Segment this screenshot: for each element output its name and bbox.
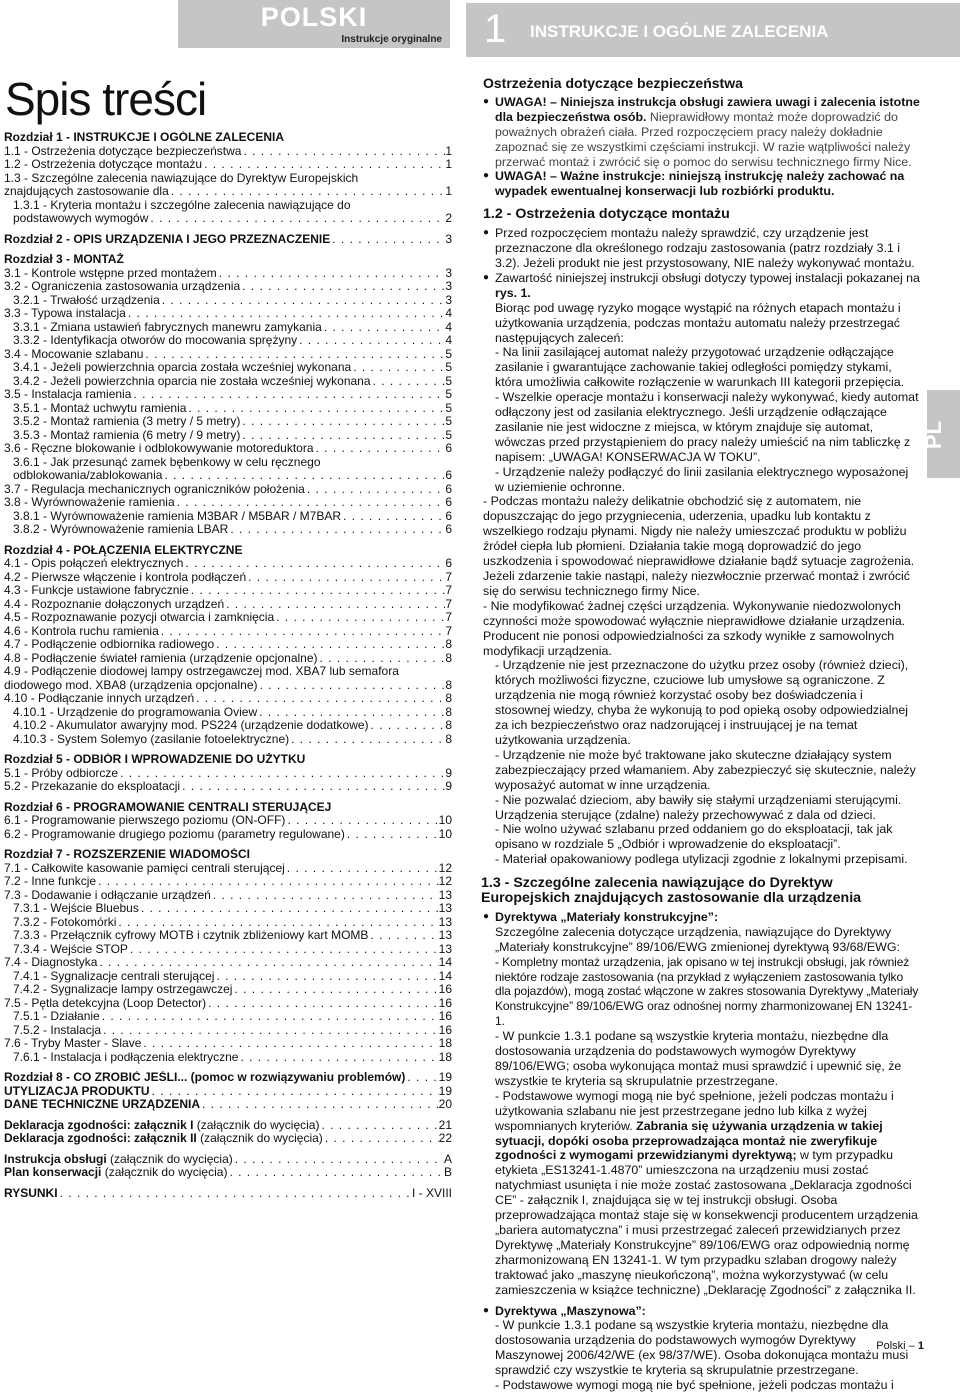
toc-entry[interactable]: 3.4.2 - Jeżeli powierzchnia oparcia nie została wcześniej wykonana . . . 5 [4,375,452,389]
toc-entry[interactable]: 7.3.2 - Fotokomórki . . . 13 [4,916,452,930]
toc-entry[interactable]: odblokowania/zablokowania . . . 6 [4,469,452,483]
toc-entry[interactable]: 3.4 - Mocowanie szlabanu . . . 5 [4,348,452,362]
paragraph: - Urządzenie nie może być traktowane jako skuteczne działający system zabezpieczający przed włamaniem. Aby zabezpieczyć się skutecznie, należy wyposażyć automat w inne urządzenia. [495,747,916,792]
bullet: ● Zawartość niniejszej instrukcji obsługi dotyczy typowej instalacji pokazanej na rys. 1. [483,271,920,301]
page-number: 1 [917,1340,924,1352]
toc-entry[interactable]: Plan konserwacji (załącznik do wycięcia) . . . B [4,1166,452,1180]
toc-entry[interactable]: 3.7 - Regulacja mechanicznych ograniczników położenia . . . 6 [4,483,452,497]
toc-entry[interactable]: 3.5.3 - Montaż ramienia (6 metry / 9 metry) . . . 5 [4,429,452,443]
language-tab [178,0,450,48]
section-heading: Ostrzeżenia dotyczące bezpieczeństwa [483,75,743,91]
toc-entry[interactable]: Rozdział 8 - CO ZROBIĆ JEŚLI... (pomoc w rozwiązywaniu problemów) . . . 19 [4,1071,452,1085]
toc-entry[interactable]: 4.10.2 - Akumulator awaryjny mod. PS224 (urządzenie dodatkowe) . . . 8 [4,719,452,733]
bullet: ● Przed rozpoczęciem montażu należy sprawdzić, czy urządzenie jest przeznaczone dla określonego rodzaju zastosowania (patrz rozdziały 3.1 i 3.2). Jeżeli produkt nie jest przystosowany, NIE należy wykonywać montażu. [483,226,920,271]
toc-entry[interactable]: 6.1 - Programowanie pierwszego poziomu (ON-OFF) . . . 10 [4,814,452,828]
toc-entry[interactable]: 3.6 - Ręczne blokowanie i odblokowywanie motoreduktora . . . 6 [4,442,452,456]
toc-entry[interactable]: 5.2 - Przekazanie do eksploatacji . . . 9 [4,780,452,794]
toc-entry[interactable]: 7.1 - Całkowite kasowanie pamięci centrali sterującej . . . 12 [4,862,452,876]
paragraph: - Podczas montażu należy delikatnie obchodzić się z automatem, nie dopuszczając do jego przygniecenia, uderzenia, upadku lub kontaktu z wszelkiego rodzaju płynami. Nigdy nie należy umieszczać produktu w pobliżu źródeł ciepła lub płomieni. Działania takie mogą doprowadzić do jego uszkodzenia i spowodować nieprawidłowe działanie bądź sytuacje zagrożenia. Jeżeli zdarzenie takie nastąpi, należy niezwłocznie przerwać montaż i zwrócić się do serwisu technicznego firmy Nice. [483,494,915,598]
toc-entry[interactable]: 3.5.1 - Montaż uchwytu ramienia . . . 5 [4,402,452,416]
paragraph: - Materiał opakowaniowy podlega utylizacji zgodnie z lokalnymi przepisami. [495,852,908,867]
toc-entry[interactable]: 7.4.2 - Sygnalizacje lampy ostrzegawczej . . . 16 [4,983,452,997]
side-language-tab [921,390,960,478]
toc-entry[interactable]: 4.10.3 - System Solemyo (zasilanie fotoelektryczne) . . . 8 [4,733,452,747]
toc-entry[interactable]: diodowego mod. XBA8 (urządzenia opcjonalne) . . . 8 [4,679,452,693]
warning-bullet: ● UWAGA! – Niniejsza instrukcja obsługi zawiera uwagi i zalecenia istotne dla bezpieczeństwa osób. Nieprawidłowy montaż może doprowadzić do poważnych obrażeń ciała. Przed rozpoczęciem pracy należy dokładnie zapoznać się ze wszystkimi częściami instrukcji. W razie wątpliwości należy przerwać montaż i zwrócić się o pomoc do serwisu technicznego firmy Nice. [483,95,920,170]
toc-entry[interactable]: Deklaracja zgodności: załącznik II (załącznik do wycięcia) . . . 22 [4,1132,452,1146]
toc-entry[interactable]: 4.10.1 - Urządzenie do programowania Oview . . . 8 [4,706,452,720]
toc-entry[interactable]: UTYLIZACJA PRODUKTU . . . 19 [4,1085,452,1099]
paragraph: - Na linii zasilającej automat należy przygotować urządzenie odłączające zasilanie i gwarantujące zachowanie takiej odległości pomiędzy stykami, która umożliwia całkowite rozłączenie w warunkach III kategorii przepięcia. [495,345,905,390]
toc-entry[interactable]: 3.6.1 - Jak przesunąć zamek bębenkowy w celu ręcznego [13,455,321,469]
toc-entry[interactable]: Rozdział 2 - OPIS URZĄDZENIA I JEGO PRZEZNACZENIE . . . 3 [4,233,452,247]
toc-entry[interactable]: 7.4 - Diagnostyka . . . 14 [4,956,452,970]
warning-bullet: ● UWAGA! – Ważne instrukcje: niniejszą instrukcję należy zachować na wypadek ewentualnej konserwacji lub rozbiórki produktu. [483,169,920,199]
toc-entry[interactable]: Rozdział 6 - PROGRAMOWANIE CENTRALI STERUJĄCEJ [4,800,332,814]
toc-entry[interactable]: 3.5 - Instalacja ramienia . . . 5 [4,388,452,402]
toc-entry[interactable]: znajdujących zastosowanie dla . . . 1 [4,185,452,199]
toc-entry[interactable]: 7.3.1 - Wejście Bluebus . . . 13 [4,902,452,916]
paragraph: - Urządzenie nie jest przeznaczone do użytku przez osoby (również dzieci), których możliwości fizyczne, czuciowe lub umysłowe są ograniczone. Z urządzenia nie mogą również korzystać osoby bez doświadczenia i stosownej wiedzy, chyba że wykonują to pod opieką osoby odpowiedzialnej za ich bezpieczeństwo oraz nadzorującej i instruującej je na temat użytkowania urządzenia. [495,658,909,747]
toc-entry[interactable]: 3.2 - Ograniczenia zastosowania urządzenia . . . 3 [4,280,452,294]
toc-entry[interactable]: 1.3.1 - Kryteria montażu i szczególne zalecenia nawiązujące do [13,198,351,212]
paragraph: - Podstawowe wymogi mogą nie być spełnione, jeżeli podczas montażu i użytkowania szlabanu nie jest przestrzegane jedno lub kilka z wyżej wspomnianych kryteriów. Zabrania się używania urządzenia w takiej sytuacji, dopóki osoba przeprowadzająca montaż nie zweryfikuje zgodności z wymogami przewidzianymi dyrektywą; w tym przypadku etykieta „ES13241-1.4870” umieszczona na urządzeniu musi zostać natychmiast usunięta i nie może zostać zastosowana „Deklaracja zgodności CE” - załącznik I, znajdująca się w tej instrukcji obsługi. Osoba przeprowadzająca montaż staje się w konsekwencji producentem urządzenia „bariera automatyczna” i musi przestrzegać zaleceń przewidzianych przez Dyrektywę „Materiały Konstrukcyjne” 89/106/EWG oraz odpowiednią normę zharmonizowaną EN 13241-1. W tym przypadku szlaban drogowy należy traktować jako „maszynę nieukończoną”, można wykorzystywać (w celu zamieszczenia w książce techniczne) „Deklarację Zgodności” z załącznika II. [495,1088,918,1297]
paragraph: - Nie pozwalać dzieciom, aby bawiły się stałymi urządzeniami sterującymi. Urządzenia sterujące (zdalne) należy przechowywać z dala od dzieci. [495,792,902,822]
toc-entry[interactable]: 1.2 - Ostrzeżenia dotyczące montażu . . . 1 [4,158,452,172]
toc-entry[interactable]: 4.8 - Podłączenie świateł ramienia (urządzenie opcjonalne) . . . 8 [4,652,452,666]
toc-entry[interactable]: 6.2 - Programowanie drugiego poziomu (parametry regulowane) . . . 10 [4,828,452,842]
toc-entry[interactable]: 1.1 - Ostrzeżenia dotyczące bezpieczeństwa . . . 1 [4,145,452,159]
toc-entry[interactable]: 4.7 - Podłączenie odbiornika radiowego . . . 8 [4,638,452,652]
toc-entry[interactable]: 7.6.1 - Instalacja i podłączenia elektryczne . . . 18 [4,1051,452,1065]
toc-entry[interactable]: 3.3.1 - Zmiana ustawień fabrycznych manewru zamykania . . . 4 [4,321,452,335]
toc-entry[interactable]: 4.4 - Rozpoznanie dołączonych urządzeń . . . 7 [4,598,452,612]
chapter-title: INSTRUKCJE I OGÓLNE ZALECENIA [530,22,829,41]
page-footer [876,1340,924,1352]
paragraph: - Kompletny montaż urządzenia, jak opisano w tej instrukcji obsługi, jak również niektóre rodzaje zastosowania (na przykład z wyłączeniem zastosowania tylko dla pojazdów), mogą zostać włączone w zakres stosowania Dyrektywy „Materiały Konstrukcyjne” 89/106/EWG oraz odnośnej normy zharmonizowanej EN 13241-1. [495,954,919,1029]
toc-entry[interactable]: DANE TECHNICZNE URZĄDZENIA . . . 20 [4,1098,452,1112]
toc-entry[interactable]: 7.4.1 - Sygnalizacje centrali sterującej . . . 14 [4,970,452,984]
section-heading: 1.2 - Ostrzeżenia dotyczące montażu [483,206,730,223]
toc-entry[interactable]: 7.5.1 - Działanie . . . 16 [4,1010,452,1024]
paragraph: Biorąc pod uwagę ryzyko mogące wystąpić na różnych etapach montażu i użytkowania urządzenia, podczas montażu automatu należy przestrzegać następujących zaleceń: [495,300,901,345]
toc-title: Spis treści [5,73,207,125]
toc-entry[interactable]: 1.3 - Szczególne zalecenia nawiązujące do Dyrektyw Europejskich [4,171,359,185]
directive-title: ● Dyrektywa „Maszynowa”: [483,1304,920,1319]
toc-entry[interactable]: Rozdział 4 - POŁĄCZENIA ELEKTRYCZNE [4,543,243,557]
toc-entry[interactable]: 3.8.2 - Wyrównoważenie ramienia LBAR . . . 6 [4,523,452,537]
toc-entry[interactable]: 4.10 - Podłączanie innych urządzeń . . . 8 [4,692,452,706]
toc-entry[interactable]: 3.1 - Kontrole wstępne przed montażem . . . 3 [4,267,452,281]
toc-entry[interactable]: 4.9 - Podłączenie diodowej lampy ostrzegawczej mod. XBA7 lub semafora [4,665,399,678]
toc-entry[interactable]: Rozdział 1 - INSTRUKCJE I OGÓLNE ZALECENIA [4,131,285,144]
toc-entry[interactable]: Deklaracja zgodności: załącznik I (załącznik do wycięcia) . . . 21 [4,1119,452,1133]
toc-entry[interactable]: Instrukcja obsługi (załącznik do wycięcia) . . . A [4,1153,452,1167]
toc-entry[interactable]: 7.3.4 - Wejście STOP . . . 13 [4,943,452,957]
toc-entry[interactable]: 3.2.1 - Trwałość urządzenia . . . 3 [4,294,452,308]
chapter-number: 1 [484,7,507,51]
language-label: POLSKI [260,2,368,32]
toc-entry[interactable]: Rozdział 7 - ROZSZERZENIE WIADOMOŚCI [4,848,251,861]
toc-entry[interactable]: 4.5 - Rozpoznawanie pozycji otwarcia i zamknięcia . . . 7 [4,611,452,625]
toc-entry[interactable]: podstawowych wymogów . . . 2 [4,212,452,226]
paragraph: - Nie wolno używać szlabanu przed oddaniem go do eksploatacji, tak jak opisano w rozdziale 5 „Odbiór i wprowadzenie do eksploatacji”. [495,822,893,852]
toc-entry[interactable]: 3.3.2 - Identyfikacja otworów do mocowania sprężyny . . . 4 [4,334,452,348]
table-of-contents [4,131,452,1200]
toc-entry[interactable]: 3.8.1 - Wyrównoważenie ramienia M3BAR / M5BAR / M7BAR . . . 6 [4,510,452,524]
paragraph: Szczególne zalecenia dotyczące urządzenia, nawiązujące do Dyrektywy „Materiały konstrukcyjne” 89/106/EWG zmienionej dyrektywą 93/68/EWG: [495,924,900,954]
paragraph: - Nie modyfikować żadnej części urządzenia. Wykonywanie niedozwolonych czynności może spowodować wyłącznie nieprawidłowe działanie urządzenia. Producent nie ponosi odpowiedzialności za szkody wynikłe z samowolnych modyfikacji urządzenia. [483,598,906,658]
toc-entry[interactable]: 3.3 - Typowa instalacja . . . 4 [4,307,452,321]
chapter-header [466,3,960,57]
paragraph: - W punkcie 1.3.1 podane są wszystkie kryteria montażu, niezbędne dla dostosowania urządzenia do podstawowych wymogów Dyrektywy Maszynowej 2006/42/WE (ex 98/37/WE). Osoba dokonująca montażu musi sprawdzić czy wszystkie te kryteria są skrupulatnie przestrzegane. [495,1318,909,1378]
paragraph: - Podstawowe wymogi mogą nie być spełnione, jeżeli podczas montażu i [495,1378,894,1393]
toc-entry[interactable]: 3.5.2 - Montaż ramienia (3 metry / 5 metry) . . . 5 [4,415,452,429]
toc-entry[interactable]: 7.5 - Pętla detekcyjna (Loop Detector) . . . 16 [4,997,452,1011]
language-subtitle: Instrukcje oryginalne [341,34,442,45]
toc-entry[interactable]: 4.2 - Pierwsze włączenie i kontrola podłączeń . . . 7 [4,571,452,585]
toc-entry[interactable]: 7.3.3 - Przełącznik cyfrowy MOTB i czytnik zbliżeniowy kart MOMB . . . 13 [4,929,452,943]
section-heading: 1.3 - Szczególne zalecenia nawiązujące do Dyrektyw Europejskich znajdujących zastosowanie dla urządzenia [481,875,862,907]
paragraph: - Urządzenie należy podłączyć do linii zasilania elektrycznego wyposażonej w uziemienie ochronne. [495,464,909,494]
toc-entry[interactable]: 7.5.2 - Instalacja . . . 16 [4,1024,452,1038]
toc-entry[interactable]: 4.6 - Kontrola ruchu ramienia . . . 7 [4,625,452,639]
toc-entry[interactable]: 3.4.1 - Jeżeli powierzchnia oparcia została wcześniej wykonana . . . 5 [4,361,452,375]
toc-entry[interactable]: 4.3 - Funkcje ustawione fabrycznie . . . 7 [4,584,452,598]
paragraph: - Wszelkie operacje montażu i konserwacji należy wykonywać, kiedy automat odłączony jest od zasilania elektrycznego. Jeśli urządzenie odłączające zasilanie nie jest widoczne z miejsca, w którym znajduje się automat, wówczas przed przystąpieniem do pracy należy umieścić na nim tabliczkę z napisem: „UWAGA! KONSERWACJA W TOKU”. [495,390,919,464]
toc-entry[interactable]: Rozdział 3 - MONTAŻ [4,253,124,266]
paragraph: - W punkcie 1.3.1 podane są wszystkie kryteria montażu, niezbędne dla dostosowania urządzenia do podstawowych wymogów Dyrektywy 89/106/EWG; osoba wykonująca montaż musi sprawdzić i upewnić się, że wszystkie te kryteria są skrupulatnie przestrzegane. [495,1029,902,1088]
toc-entry[interactable]: RYSUNKI . . . I - XVIII [4,1187,452,1201]
toc-entry[interactable]: Rozdział 5 - ODBIÓR I WPROWADZENIE DO UŻYTKU [4,753,306,766]
toc-entry[interactable]: 4.1 - Opis połączeń elektrycznych . . . 6 [4,557,452,571]
footer-label: Polski – [876,1340,915,1352]
toc-entry[interactable]: 3.8 - Wyrównoważenie ramienia . . . 6 [4,496,452,510]
body-column [483,74,920,1393]
side-language-label: PL [921,420,947,450]
toc-entry[interactable]: 7.2 - Inne funkcje . . . 12 [4,875,452,889]
toc-entry[interactable]: 7.3 - Dodawanie i odłączanie urządzeń . . . 13 [4,889,452,903]
toc-entry[interactable]: 5.1 - Próby odbiorcze . . . 9 [4,767,452,781]
directive-title: ● Dyrektywa „Materiały konstrukcyjne”: [483,910,920,925]
toc-entry[interactable]: 7.6 - Tryby Master - Slave . . . 18 [4,1037,452,1051]
